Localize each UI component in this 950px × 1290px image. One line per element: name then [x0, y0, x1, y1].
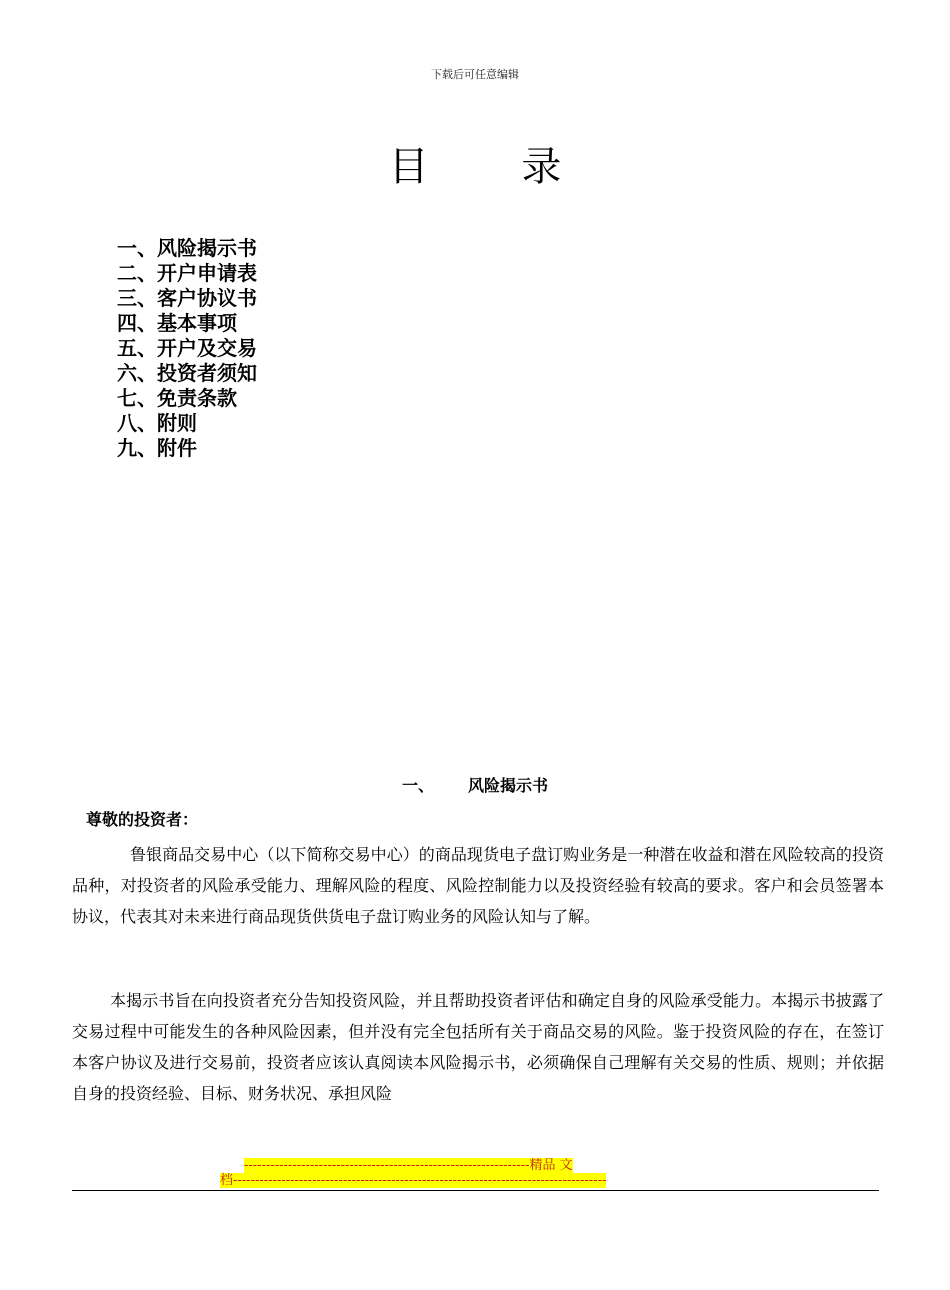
header-note: 下载后可任意编辑 — [431, 68, 519, 81]
body-paragraph: 鲁银商品交易中心（以下简称交易中心）的商品现货电子盘订购业务是一种潜在收益和潜在风险较高的投资品种，对投资者的风险承受能力、理解风险的程度、风险控制能力以及投资经验有较高的要求。客户和会员签署本协议，代表其对未来进行商品现货供货电子盘订购业务的风险认知与了解。 — [72, 845, 884, 926]
toc-item: 九、附件 — [117, 436, 197, 460]
footer-line: 档------------------------------------------------------------------------------------- — [220, 1173, 607, 1188]
greeting: 尊敬的投资者： — [86, 810, 199, 829]
footer-line: -----------------------------------------------------------------精品 文 — [244, 1158, 573, 1173]
section-number: 一、 — [401, 776, 434, 795]
toc-item: 八、附则 — [117, 411, 197, 435]
toc-item: 五、开户及交易 — [117, 336, 257, 360]
section-title: 风险揭示书 — [468, 776, 549, 795]
document-title: 目 录 — [388, 144, 602, 190]
body-paragraph: 本揭示书旨在向投资者充分告知投资风险，并且帮助投资者评估和确定自身的风险承受能力。本揭示书披露了交易过程中可能发生的各种风险因素，但并没有完全包括所有关于商品交易的风险。鉴于投资风险的存在，在签订本客户协议及进行交易前，投资者应该认真阅读本风险揭示书，必须确保自己理解有关交易的性质、规则；并依据自身的投资经验、目标、财务状况、承担风险 — [72, 991, 884, 1103]
toc-item: 七、免责条款 — [117, 386, 237, 410]
section-heading — [0, 773, 950, 796]
toc-item: 三、客户协议书 — [117, 286, 257, 310]
toc-item: 四、基本事项 — [117, 311, 237, 335]
toc-item: 六、投资者须知 — [117, 361, 257, 385]
toc-item: 一、风险揭示书 — [117, 236, 257, 260]
footer-rule — [72, 1190, 879, 1191]
toc-item: 二、开户申请表 — [117, 261, 257, 285]
footer-watermark — [220, 1158, 730, 1188]
table-of-contents — [117, 236, 257, 461]
